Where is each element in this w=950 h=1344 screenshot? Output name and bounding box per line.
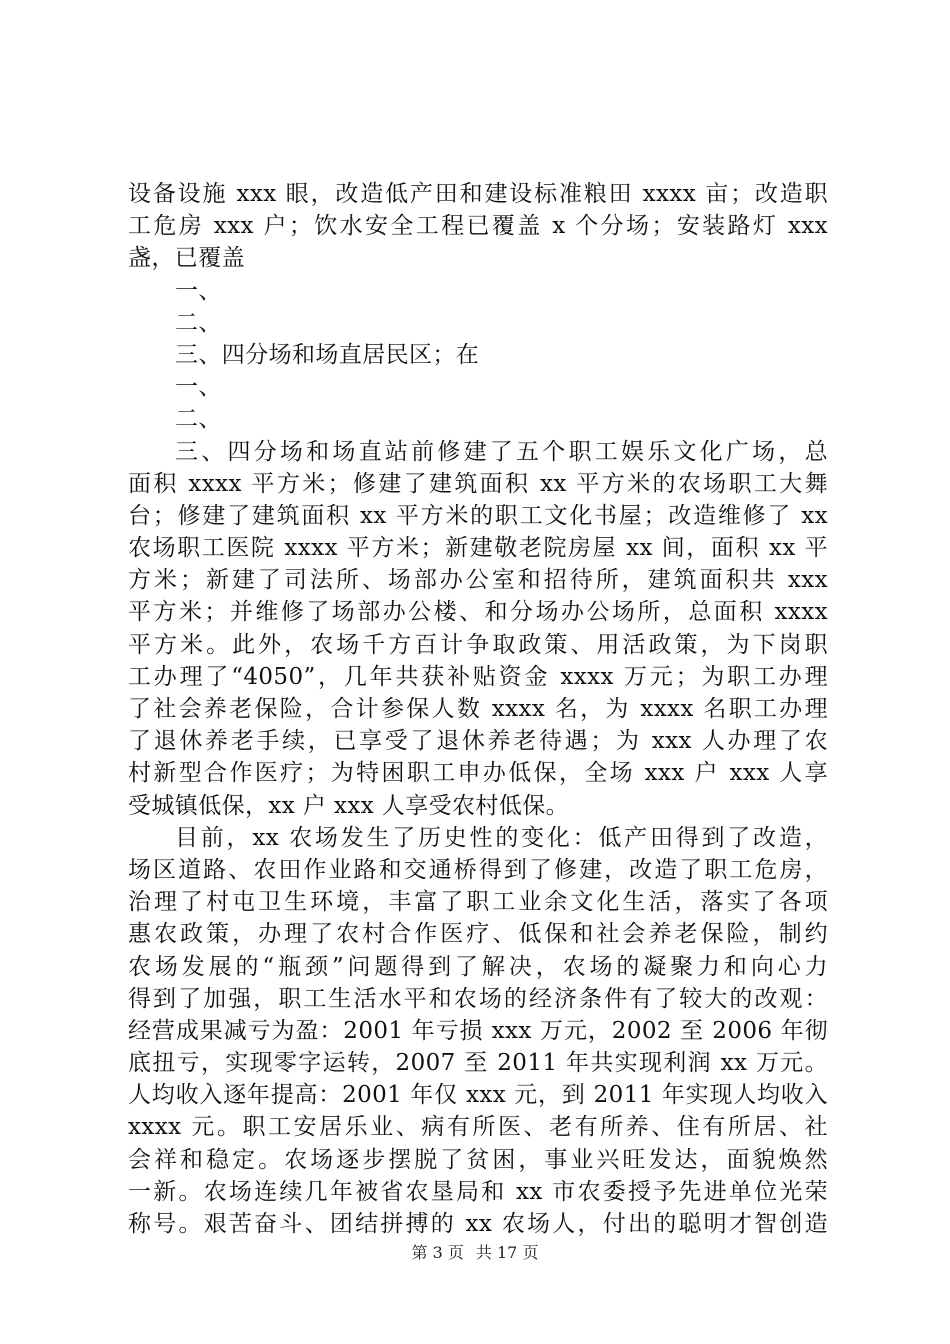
text-line: 平方米；并维修了场部办公楼、和分场办公场所，总面积 xxxx	[128, 599, 828, 626]
text-line: 人均收入逐年提高：2001 年仅 xxx 元，到 2011 年实现人均收入	[128, 1082, 828, 1109]
text-line: 目前，xx 农场发生了历史性的变化：低产田得到了改造，	[175, 824, 828, 851]
text-line: 经营成果减亏为盈：2001 年亏损 xxx 万元，2002 至 2006 年彻	[128, 1017, 828, 1044]
text-line: 了社会养老保险，合计参保人数 xxxx 名，为 xxxx 名职工办理	[128, 696, 828, 722]
text-line: 农场职工医院 xxxx 平方米；新建敬老院房屋 xx 间，面积 xx 平	[128, 535, 828, 562]
text-line: 设备设施 xxx 眼，改造低产田和建设标准粮田 xxxx 亩；改造职	[128, 181, 828, 207]
body-text	[128, 178, 828, 1240]
text-line: 会祥和稳定。农场逐步摆脱了贫困，事业兴旺发达，面貌焕然	[128, 1146, 828, 1173]
text-line: 工办理了“4050”，几年共获补贴资金 xxxx 万元；为职工办理	[128, 663, 828, 690]
text-line: 村新型合作医疗；为特困职工申办低保，全场 xxx 户 xxx 人享	[128, 760, 828, 787]
page-footer	[0, 1242, 950, 1264]
page-total: 共 17 页	[475, 1243, 539, 1262]
text-line: 治理了村屯卫生环境，丰富了职工业余文化生活，落实了各项	[128, 889, 828, 916]
text-line: 三、四分场和场直居民区；在	[175, 341, 480, 368]
text-line: 农场发展的“瓶颈”问题得到了解决，农场的凝聚力和向心力	[128, 953, 828, 980]
text-line: 一新。农场连续几年被省农垦局和 xx 市农委授予先进单位光荣	[128, 1178, 828, 1205]
text-line: 惠农政策，办理了农村合作医疗、低保和社会养老保险，制约	[128, 921, 828, 948]
text-line: 方米；新建了司法所、场部办公室和招待所，建筑面积共 xxx	[128, 567, 828, 594]
text-line: 台；修建了建筑面积 xx 平方米的职工文化书屋；改造维修了 xx	[128, 502, 828, 529]
text-line: 一、	[175, 374, 222, 401]
text-line: 三、四分场和场直站前修建了五个职工娱乐文化广场，总	[175, 438, 828, 465]
text-line: 盏，已覆盖	[128, 245, 245, 272]
text-line: 底扭亏，实现零字运转，2007 至 2011 年共实现利润 xx 万元。	[128, 1050, 828, 1077]
text-line: xxxx 元。职工安居乐业、病有所医、老有所养、住有所居、社	[128, 1114, 828, 1141]
text-line: 场区道路、农田作业路和交通桥得到了修建，改造了职工危房，	[128, 856, 828, 883]
text-line: 一、	[175, 277, 222, 304]
text-line: 得到了加强，职工生活水平和农场的经济条件有了较大的改观：	[128, 985, 828, 1012]
page-number: 第 3 页	[411, 1243, 464, 1262]
text-line: 面积 xxxx 平方米；修建了建筑面积 xx 平方米的农场职工大舞	[128, 470, 828, 497]
text-line: 了退休养老手续，已享受了退休养老待遇；为 xxx 人办理了农	[128, 728, 828, 755]
text-line: 受城镇低保，xx 户 xxx 人享受农村低保。	[128, 792, 569, 819]
text-line: 工危房 xxx 户；饮水安全工程已覆盖 x 个分场；安装路灯 xxx	[128, 213, 828, 240]
text-line: 称号。艰苦奋斗、团结拼搏的 xx 农场人，付出的聪明才智创造	[128, 1211, 828, 1237]
text-line: 二、	[175, 406, 222, 433]
text-line: 平方米。此外，农场千方百计争取政策、用活政策，为下岗职	[128, 631, 828, 658]
text-line: 二、	[175, 309, 222, 336]
